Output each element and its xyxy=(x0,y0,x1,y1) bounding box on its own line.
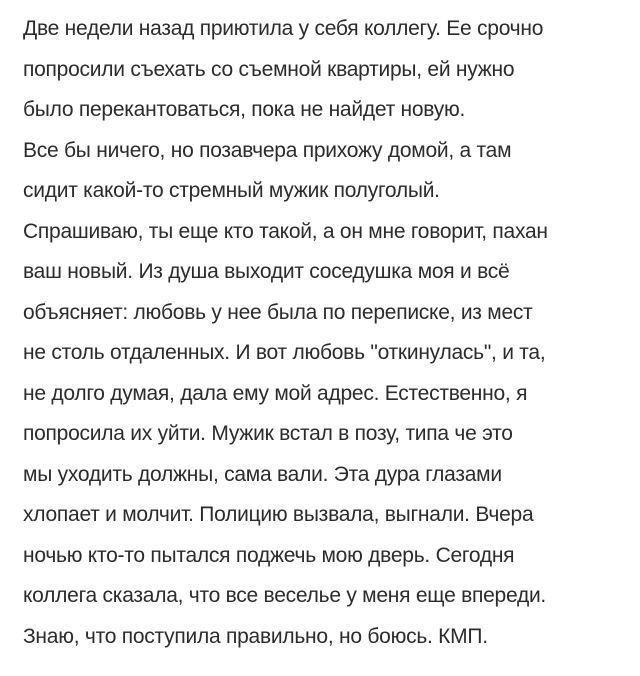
story-line: хлопает и молчит. Полицию вызвала, выгнали. Вчера xyxy=(23,503,534,526)
story-line: Две недели назад приютила у себя коллегу. Ее срочно xyxy=(23,17,544,40)
story-line: попросила их уйти. Мужик встал в позу, типа че это xyxy=(23,422,513,445)
story-text xyxy=(23,9,633,657)
story-line: Все бы ничего, но позавчера прихожу домой, а там xyxy=(23,138,512,162)
story-line: было перекантоваться, пока не найдет новую. xyxy=(23,98,466,121)
story-line: объясняет: любовь у нее была по переписке, из мест xyxy=(23,300,533,324)
story-line: мы уходить должны, сама вали. Эта дура глазами xyxy=(23,462,502,486)
story-line: попросили съехать со съемной квартиры, ей нужно xyxy=(23,57,515,81)
story-line: сидит какой-то стремный мужик полуголый. xyxy=(23,179,440,202)
story-line: ночью кто-то пытался поджечь мою дверь. Сегодня xyxy=(23,543,515,567)
story-line: Знаю, что поступила правильно, но боюсь. КМП. xyxy=(23,624,488,648)
story-line: коллега сказала, что все веселье у меня еще впереди. xyxy=(23,584,547,607)
story-line: не столь отдаленных. И вот любовь "откинулась", и та, xyxy=(23,341,546,364)
story-line: ваш новый. Из душа выходит соседушка моя и всё xyxy=(23,260,510,283)
story-line: не долго думая, дала ему мой адрес. Естественно, я xyxy=(23,381,528,405)
story-line: Спрашиваю, ты еще кто такой, а он мне говорит, пахан xyxy=(23,219,548,243)
